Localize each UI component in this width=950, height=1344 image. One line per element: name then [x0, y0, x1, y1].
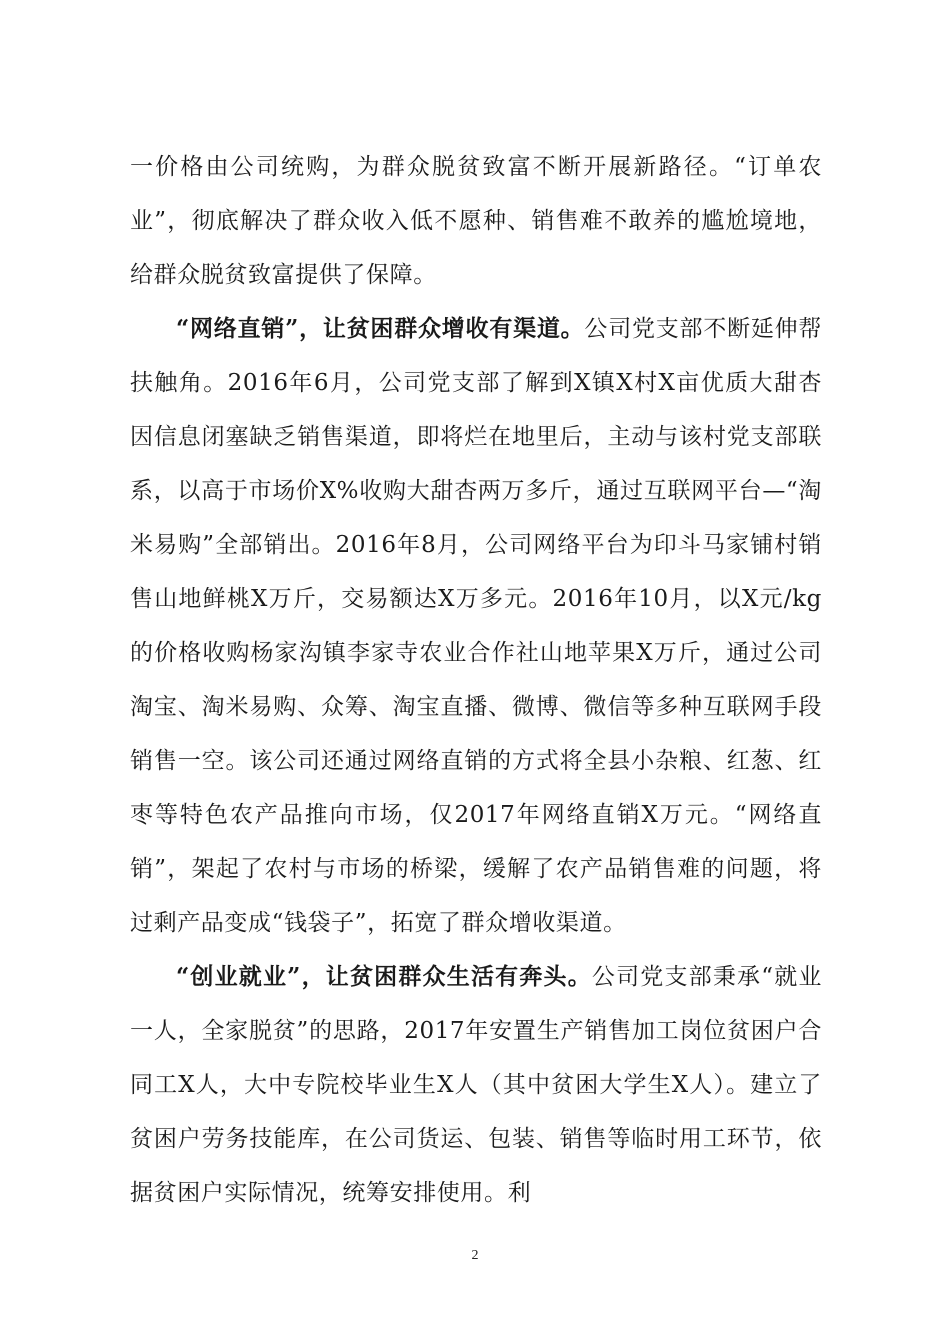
- paragraph-network-direct-sales: [130, 302, 822, 950]
- paragraph-heading: “网络直销”，让贫困群众增收有渠道。: [176, 315, 585, 342]
- paragraph-continued: [130, 140, 822, 302]
- page-number: 2: [471, 1248, 479, 1263]
- paragraph-text: 公司党支部秉承“就业一人，全家脱贫”的思路，2017年安置生产销售加工岗位贫困户合同工X人，大中专院校毕业生X人（其中贫困大学生X人）。建立了贫困户劳务技能库，在公司货运、包装、销售等临时用工环节，依据贫困户实际情况，统筹安排使用。利: [130, 964, 822, 1206]
- paragraph-entrepreneurship-employment: [130, 950, 822, 1220]
- paragraph-text: 一价格由公司统购，为群众脱贫致富不断开展新路径。“订单农业”，彻底解决了群众收入低不愿种、销售难不敢养的尴尬境地，给群众脱贫致富提供了保障。: [130, 154, 822, 288]
- paragraph-text: 公司党支部不断延伸帮扶触角。2016年6月，公司党支部了解到X镇X村X亩优质大甜杏因信息闭塞缺乏销售渠道，即将烂在地里后，主动与该村党支部联系，以高于市场价X%收购大甜杏两万多斤，通过互联网平台—“淘米易购”全部销出。2016年8月，公司网络平台为印斗马家铺村销售山地鲜桃X万斤，交易额达X万多元。2016年10月，以X元/kg的价格收购杨家沟镇李家寺农业合作社山地苹果X万斤，通过公司淘宝、淘米易购、众筹、淘宝直播、微博、微信等多种互联网手段销售一空。该公司还通过网络直销的方式将全县小杂粮、红葱、红枣等特色农产品推向市场，仅2017年网络直销X万元。“网络直销”，架起了农村与市场的桥梁，缓解了农产品销售难的问题，将过剩产品变成“钱袋子”，拓宽了群众增收渠道。: [130, 316, 823, 936]
- paragraph-heading: “创业就业”，让贫困群众生活有奔头。: [176, 963, 592, 990]
- body-text: [130, 140, 822, 1220]
